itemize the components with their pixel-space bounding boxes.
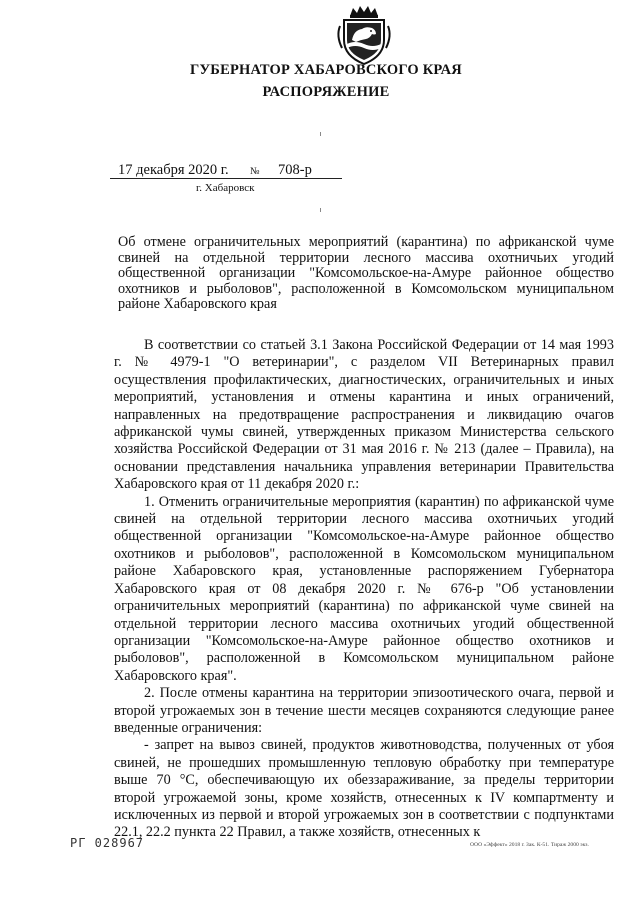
scan-mark <box>320 208 321 212</box>
scan-mark <box>320 132 321 136</box>
date-number-line <box>110 162 342 180</box>
document-body <box>114 337 614 842</box>
document-number: 708-р <box>278 162 312 178</box>
body-paragraph: 1. Отменить ограничительные мероприятия (карантин) по африканской чуме свиней на отдельной территории лесного массива охотничьих угодий общественной организации "Комсомольское-на-Амуре районное общество охотников и рыболовов", расположенной в Комсомольском муниципальном районе Хабаровского края, установленные распоряжением Губернатора Хабаровского края от 08 декабря 2020 г. № 676-р "Об установлении ограничительных мероприятий (карантина) по африканской чуме свиней на отдельной территории лесного массива охотничьих угодий общественной организации "Комсомольское-на-Амуре районное общество охотников и рыболовов", расположенной в Комсомольском муниципальном районе Хабаровского края". <box>114 493 614 684</box>
document-type-title: РАСПОРЯЖЕНИЕ <box>262 84 390 100</box>
document-subject: Об отмене ограничительных мероприятий (карантина) по африканской чуме свиней на отдельной территории лесного массива охотничьих угодий общественной организации "Комсомольское-на-Амуре районное общество охотников и рыболовов", расположенной в Комсомольском муниципальном районе Хабаровского края <box>118 234 614 313</box>
number-sign: № <box>250 166 260 177</box>
body-paragraph: 2. После отмены карантина на территории эпизоотического очага, первой и второй угрожаемых зон в течение шести месяцев сохраняются следующие ранее введенные ограничения: <box>114 685 614 736</box>
body-paragraph: - запрет на вывоз свиней, продуктов животноводства, полученных от убоя свиней, не прошедших промышленную тепловую обработку при температуре выше 70 °С, обеспечивающую их обеззараживание, за пределы территории второй угрожаемой зоны, кроме хозяйств, отнесенных к IV компартменту и исключенных из первой и второй угрожаемых зон в соответствии с подпунктами 22.1, 22.2 пункта 22 Правил, а также хозяйств, отнесенных к <box>114 737 614 841</box>
city-label: г. Хабаровск <box>196 182 255 194</box>
body-paragraph: В соответствии со статьей 3.1 Закона Российской Федерации от 14 мая 1993 г. № 4979-1 "О ветеринарии", с разделом VII Ветеринарных правил осуществления профилактических, диагностических, ограничительных и иных мероприятий, установления и отмены карантина и иных ограничений, направленных на предотвращение распространения и ликвидацию очагов африканской чумы свиней, утвержденных приказом Министерства сельского хозяйства Российской Федерации от 31 мая 2016 г. № 213 (далее – Правила), на основании представления начальника управления ветеринарии Правительства Хабаровского края от 11 декабря 2020 г.: <box>114 337 614 493</box>
underline-rule <box>110 178 342 179</box>
form-serial-number: РГ 028967 <box>70 836 145 850</box>
coat-of-arms-emblem <box>334 4 394 66</box>
authority-title: ГУБЕРНАТОР ХАБАРОВСКОГО КРАЯ <box>190 62 462 78</box>
printer-info: ООО «Эффект» 2018 г. Зак. К-51. Тираж 2000 экз. <box>470 842 589 848</box>
document-date: 17 декабря 2020 г. <box>118 162 229 178</box>
